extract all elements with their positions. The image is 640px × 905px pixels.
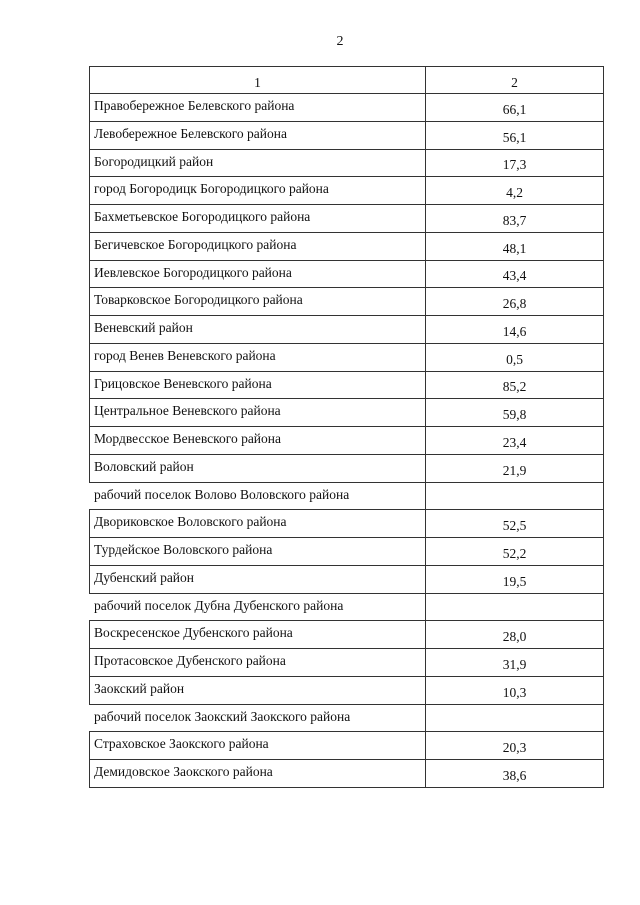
- value-cell: 19,5: [426, 565, 604, 593]
- municipality-name-cell: Веневский район: [90, 316, 426, 344]
- value-cell: 38,6: [426, 760, 604, 788]
- table-row: [90, 676, 604, 704]
- municipality-name-cell: Двориковское Воловского района: [90, 510, 426, 538]
- table-row: [90, 371, 604, 399]
- table-row: [90, 343, 604, 371]
- municipality-name-cell: Дубенский район: [90, 565, 426, 593]
- table-row: [90, 454, 604, 482]
- municipality-name-cell: Мордвесское Веневского района: [90, 427, 426, 455]
- value-cell: 4,2: [426, 177, 604, 205]
- value-cell: 14,6: [426, 316, 604, 344]
- municipality-name-cell: Иевлевское Богородицкого района: [90, 260, 426, 288]
- table-header-row: [90, 67, 604, 94]
- table-row: [90, 399, 604, 427]
- municipality-name-cell: Товарковское Богородицкого района: [90, 288, 426, 316]
- value-cell: 48,1: [426, 232, 604, 260]
- municipality-name-cell: Грицовское Веневского района: [90, 371, 426, 399]
- municipality-name-cell: Богородицкий район: [90, 149, 426, 177]
- value-cell: 52,5: [426, 510, 604, 538]
- municipality-name-cell: Правобережное Белевского района: [90, 94, 426, 122]
- value-cell: [426, 704, 604, 732]
- table-row: [90, 593, 604, 621]
- municipality-name-cell: Страховское Заокского района: [90, 732, 426, 760]
- column-header-1: 1: [90, 67, 426, 94]
- value-cell: 56,1: [426, 121, 604, 149]
- value-cell: [426, 482, 604, 510]
- value-cell: 23,4: [426, 427, 604, 455]
- value-cell: 20,3: [426, 732, 604, 760]
- municipality-name-cell: Левобережное Белевского района: [90, 121, 426, 149]
- municipality-name-cell: Воскресенское Дубенского района: [90, 621, 426, 649]
- table-row: [90, 177, 604, 205]
- municipality-name-cell: город Богородицк Богородицкого района: [90, 177, 426, 205]
- table-row: [90, 732, 604, 760]
- municipality-name-cell: Бахметьевское Богородицкого района: [90, 205, 426, 233]
- value-cell: 52,2: [426, 538, 604, 566]
- table-row: [90, 621, 604, 649]
- table-row: [90, 565, 604, 593]
- column-header-2: 2: [426, 67, 604, 94]
- value-cell: 0,5: [426, 343, 604, 371]
- page-number: 2: [336, 34, 344, 49]
- table-row: [90, 316, 604, 344]
- value-cell: [426, 593, 604, 621]
- data-table: [89, 66, 604, 788]
- municipality-name-cell: Бегичевское Богородицкого района: [90, 232, 426, 260]
- table-row: [90, 288, 604, 316]
- value-cell: 43,4: [426, 260, 604, 288]
- table-row: [90, 260, 604, 288]
- municipality-name-cell: рабочий поселок Заокский Заокского района: [90, 704, 426, 732]
- value-cell: 83,7: [426, 205, 604, 233]
- table-row: [90, 232, 604, 260]
- table-row: [90, 704, 604, 732]
- table-row: [90, 760, 604, 788]
- municipality-name-cell: Воловский район: [90, 454, 426, 482]
- municipality-name-cell: Турдейское Воловского района: [90, 538, 426, 566]
- municipality-name-cell: Протасовское Дубенского района: [90, 649, 426, 677]
- value-cell: 31,9: [426, 649, 604, 677]
- municipality-name-cell: Заокский район: [90, 676, 426, 704]
- value-cell: 85,2: [426, 371, 604, 399]
- municipality-name-cell: Демидовское Заокского района: [90, 760, 426, 788]
- value-cell: 59,8: [426, 399, 604, 427]
- municipality-name-cell: Центральное Веневского района: [90, 399, 426, 427]
- table-row: [90, 649, 604, 677]
- table-body: [90, 94, 604, 788]
- table-row: [90, 205, 604, 233]
- table-row: [90, 94, 604, 122]
- value-cell: 26,8: [426, 288, 604, 316]
- table-row: [90, 538, 604, 566]
- table-row: [90, 510, 604, 538]
- value-cell: 66,1: [426, 94, 604, 122]
- value-cell: 21,9: [426, 454, 604, 482]
- municipality-name-cell: город Венев Веневского района: [90, 343, 426, 371]
- table-row: [90, 149, 604, 177]
- value-cell: 28,0: [426, 621, 604, 649]
- municipality-name-cell: рабочий поселок Дубна Дубенского района: [90, 593, 426, 621]
- table-row: [90, 427, 604, 455]
- table-row: [90, 482, 604, 510]
- value-cell: 10,3: [426, 676, 604, 704]
- municipality-name-cell: рабочий поселок Волово Воловского района: [90, 482, 426, 510]
- table-row: [90, 121, 604, 149]
- value-cell: 17,3: [426, 149, 604, 177]
